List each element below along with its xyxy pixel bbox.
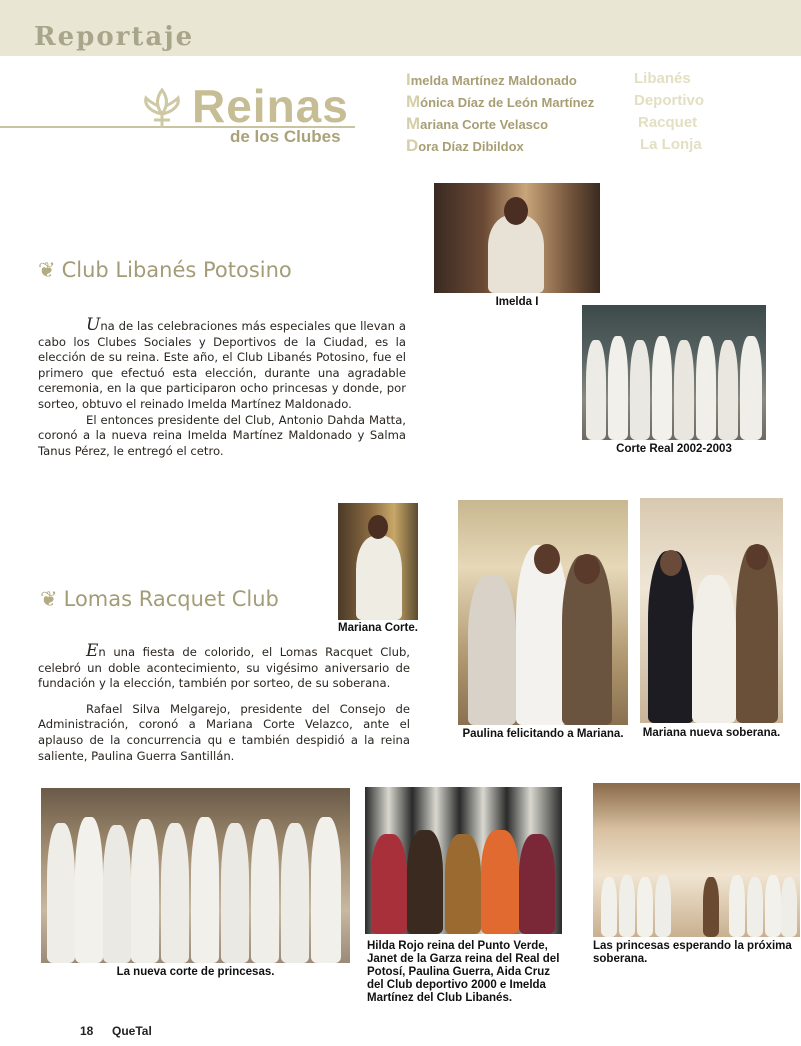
queen-club: Libanés <box>634 70 691 87</box>
caption-paulina: Paulina felicitando a Mariana. <box>462 728 624 740</box>
leaf-icon: ❦ <box>38 258 56 282</box>
page-number: 18 <box>80 1024 94 1038</box>
photo-princesas <box>593 783 800 937</box>
caption-princesas: Las princesas esperando la próxima soberana. <box>593 940 792 965</box>
photo-imelda <box>434 183 600 293</box>
queen-club: La Lonja <box>640 136 702 153</box>
queen-club: Deportivo <box>634 92 705 109</box>
caption-mariana-soberana: Mariana nueva soberana. <box>642 727 781 739</box>
queen-name: Mariana Corte Velasco <box>406 114 549 133</box>
photo-corte-real <box>582 305 766 440</box>
section-title-libanes: ❦ Club Libanés Potosino <box>38 258 292 282</box>
photo-reinas-grupo <box>365 787 562 934</box>
article-title: Reinas <box>192 80 349 132</box>
photo-mariana-soberana <box>640 498 783 723</box>
caption-nueva-corte: La nueva corte de princesas. <box>116 966 275 978</box>
queen-name: Dora Díaz Dibildox <box>406 136 524 155</box>
section-label: Reportaje <box>34 22 195 52</box>
photo-mariana <box>338 503 418 620</box>
article-body-libanes: Una de las celebraciones más especiales que llevan a cabo los Clubes Sociales y Deportivos de la Ciudad, es la elección de su reina. Este año, el Club Libanés Potosino, fue el primero que efectuó esta elección, durante una agradable ceremonia, en la que participaron ocho princesas y donde, por sorteo, obtuvo el reinado Imelda Martínez Maldonado. El entonces presidente del Club, Antonio Dahda Matta, coronó a la nueva reina Imelda Martínez Maldonado y Salma Tanus Pérez, le entregó el cetro. <box>38 315 406 458</box>
section-title-lomas: ❦ Lomas Racquet Club <box>40 587 279 611</box>
caption-reinas-grupo: Hilda Rojo reina del Punto Verde, Janet de la Garza reina del Real del Potosí, Paulina Guerra, Aida Cruz del Club deportivo 2000 e Imelda Martínez del Club Libanés. <box>367 940 560 1004</box>
leaf-icon: ❦ <box>40 587 58 611</box>
article-subtitle: de los Clubes <box>230 127 341 146</box>
caption-mariana: Mariana Corte. <box>338 622 418 634</box>
caption-imelda: Imelda I <box>495 296 539 308</box>
photo-nueva-corte <box>41 788 350 963</box>
article-body-lomas: En una fiesta de colorido, el Lomas Racquet Club, celebró un doble acontecimiento, su vigésimo aniversario de fundación y la elección, también por sorteo, de su soberana. Rafael Silva Melgarejo, presidente del Consejo de Administración, coronó a Mariana Corte Velazco, ante el aplauso de la concurrencia qu e también despidió a la reina saliente, Paulina Guerra Santillán. <box>38 641 410 763</box>
caption-corte-real: Corte Real 2002-2003 <box>616 443 732 455</box>
queen-name: Imelda Martínez Maldonado <box>406 70 577 89</box>
photo-paulina <box>458 500 628 725</box>
queen-name: Mónica Díaz de León Martínez <box>406 92 595 111</box>
queen-club: Racquet <box>638 114 698 131</box>
fleur-ornament-icon <box>138 86 186 130</box>
magazine-name: QueTal <box>112 1024 152 1038</box>
